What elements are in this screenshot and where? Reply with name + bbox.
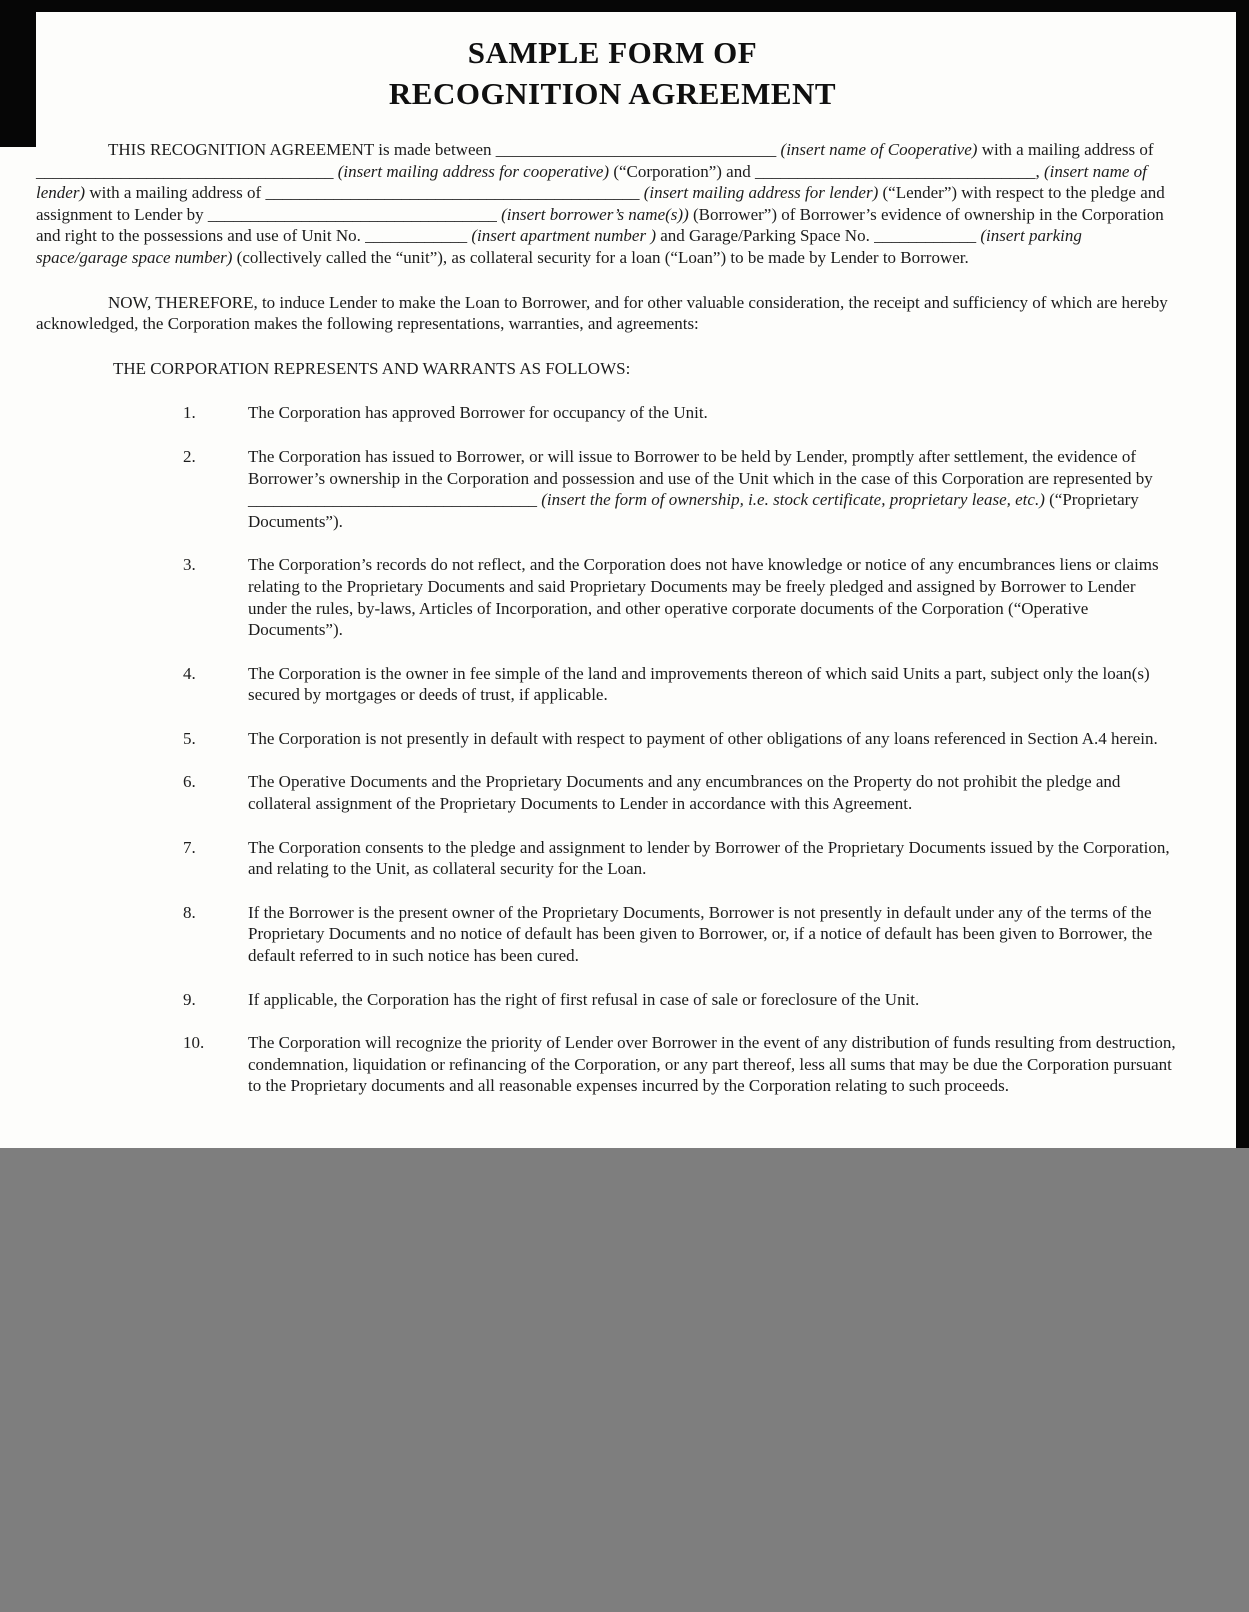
list-item — [183, 837, 1176, 880]
gray-masked-region — [0, 1148, 1249, 1612]
item-text: The Corporation’s records do not reflect, and the Corporation does not have knowledge or notice of any encumbrances liens or claims relating to the Proprietary Documents and said Proprietary Documents may be freely pledged and assigned by Borrower to Lender under the rules, by-laws, Articles of Incorporation, and other operative corporate documents of the Corporation (“Operative Documents”). — [248, 555, 1159, 640]
page-title-line1: SAMPLE FORM OF — [467, 35, 758, 70]
item-number: 5. — [183, 728, 196, 748]
item-text: The Corporation will recognize the priority of Lender over Borrower in the event of any distribution of funds resulting from destruction, condemnation, liquidation or refinancing of the Corporation, or any part thereof, less all sums that may be due the Corporation pursuant to the Proprietary documents and all reasonable expenses incurred by the Corporation relating to such proceeds. — [248, 1033, 1176, 1096]
scan-border-top — [0, 0, 1249, 12]
list-item — [183, 989, 1176, 1011]
item-text: If the Borrower is the present owner of the Proprietary Documents, Borrower is not presently in default under any of the terms of the Proprietary Documents and no notice of default has been given to Borrower, or, if a notice of default has been given to Borrower, the default referred to in such notice has been cured. — [248, 902, 1153, 966]
scan-border-left — [0, 0, 36, 147]
item-text: The Corporation is not presently in default with respect to payment of other obligations of any loans referenced in Section A.4 herein. — [248, 728, 1158, 748]
list-item — [183, 402, 1176, 424]
list-item — [183, 728, 1176, 750]
item-number: 7. — [183, 837, 196, 857]
page-title-line2: RECOGNITION AGREEMENT — [388, 76, 837, 111]
item-text: The Corporation consents to the pledge and assignment to lender by Borrower of the Proprietary Documents issued by the Corporation, and relating to the Unit, as collateral security for the Loan. — [248, 837, 1170, 879]
list-item — [183, 663, 1176, 706]
page-title — [36, 32, 1189, 114]
list-item — [183, 902, 1176, 967]
item-text: The Operative Documents and the Proprietary Documents and any encumbrances on the Property do not prohibit the pledge and collateral assignment of the Proprietary Documents to Lender in accordance with this Agreement. — [248, 772, 1121, 814]
list-item — [183, 1032, 1176, 1097]
item-text: The Corporation has approved Borrower for occupancy of the Unit. — [248, 403, 708, 423]
document-body — [36, 139, 1176, 1119]
item-number: 4. — [183, 663, 196, 683]
item-number: 6. — [183, 772, 196, 792]
item-number: 3. — [183, 555, 196, 575]
item-number: 8. — [183, 902, 196, 922]
represents-warrants-heading: THE CORPORATION REPRESENTS AND WARRANTS AS FOLLOWS: — [113, 358, 631, 378]
item-number: 9. — [183, 989, 196, 1009]
item-number: 2. — [183, 446, 196, 466]
item-text: The Corporation is the owner in fee simple of the land and improvements thereon of which said Units a part, subject only the loan(s) secured by mortgages or deeds of trust, if applicable. — [248, 663, 1150, 705]
item-text: If applicable, the Corporation has the right of first refusal in case of sale or foreclosure of the Unit. — [248, 989, 920, 1009]
intro-paragraph: THIS RECOGNITION AGREEMENT is made between _________________________________ (insert name of Cooperative) with a mailing address of ___________________________________ (insert mailing address for cooperative) (“Corporation”) and _________________________________, (insert name of lender) with a mailing address of ____________________________________________ (insert mailing address for lender) (“Lender”) with respect to the pledge and assignment to Lender by __________________________________ (insert borrower’s name(s)) (Borrower”) of Borrower’s evidence of ownership in the Corporation and right to the possessions and use of Unit No. ____________ (insert apartment number ) and Garage/Parking Space No. ____________ (insert parking space/garage space number) (collectively called the “unit”), as collateral security for a loan (“Loan”) to be made by Lender to Borrower. — [36, 140, 1165, 267]
scan-border-right — [1236, 0, 1249, 1150]
list-item — [183, 446, 1176, 532]
now-therefore-paragraph: NOW, THEREFORE, to induce Lender to make the Loan to Borrower, and for other valuable consideration, the receipt and sufficiency of which are hereby acknowledged, the Corporation makes the following representations, warranties, and agreements: — [36, 292, 1168, 334]
item-number: 1. — [183, 403, 196, 423]
item-number: 10. — [183, 1033, 205, 1053]
list-item — [183, 554, 1176, 640]
item-text: The Corporation has issued to Borrower, or will issue to Borrower to be held by Lender, promptly after settlement, the evidence of Borrower’s ownership in the Corporation and possession and use of the Unit which in the case of this Corporation are represented by __________________________________ (insert the form of ownership, i.e. stock certificate, proprietary lease, etc.) (“Proprietary Documents”). — [248, 446, 1153, 531]
list-item — [183, 771, 1176, 814]
numbered-list — [183, 402, 1176, 1097]
